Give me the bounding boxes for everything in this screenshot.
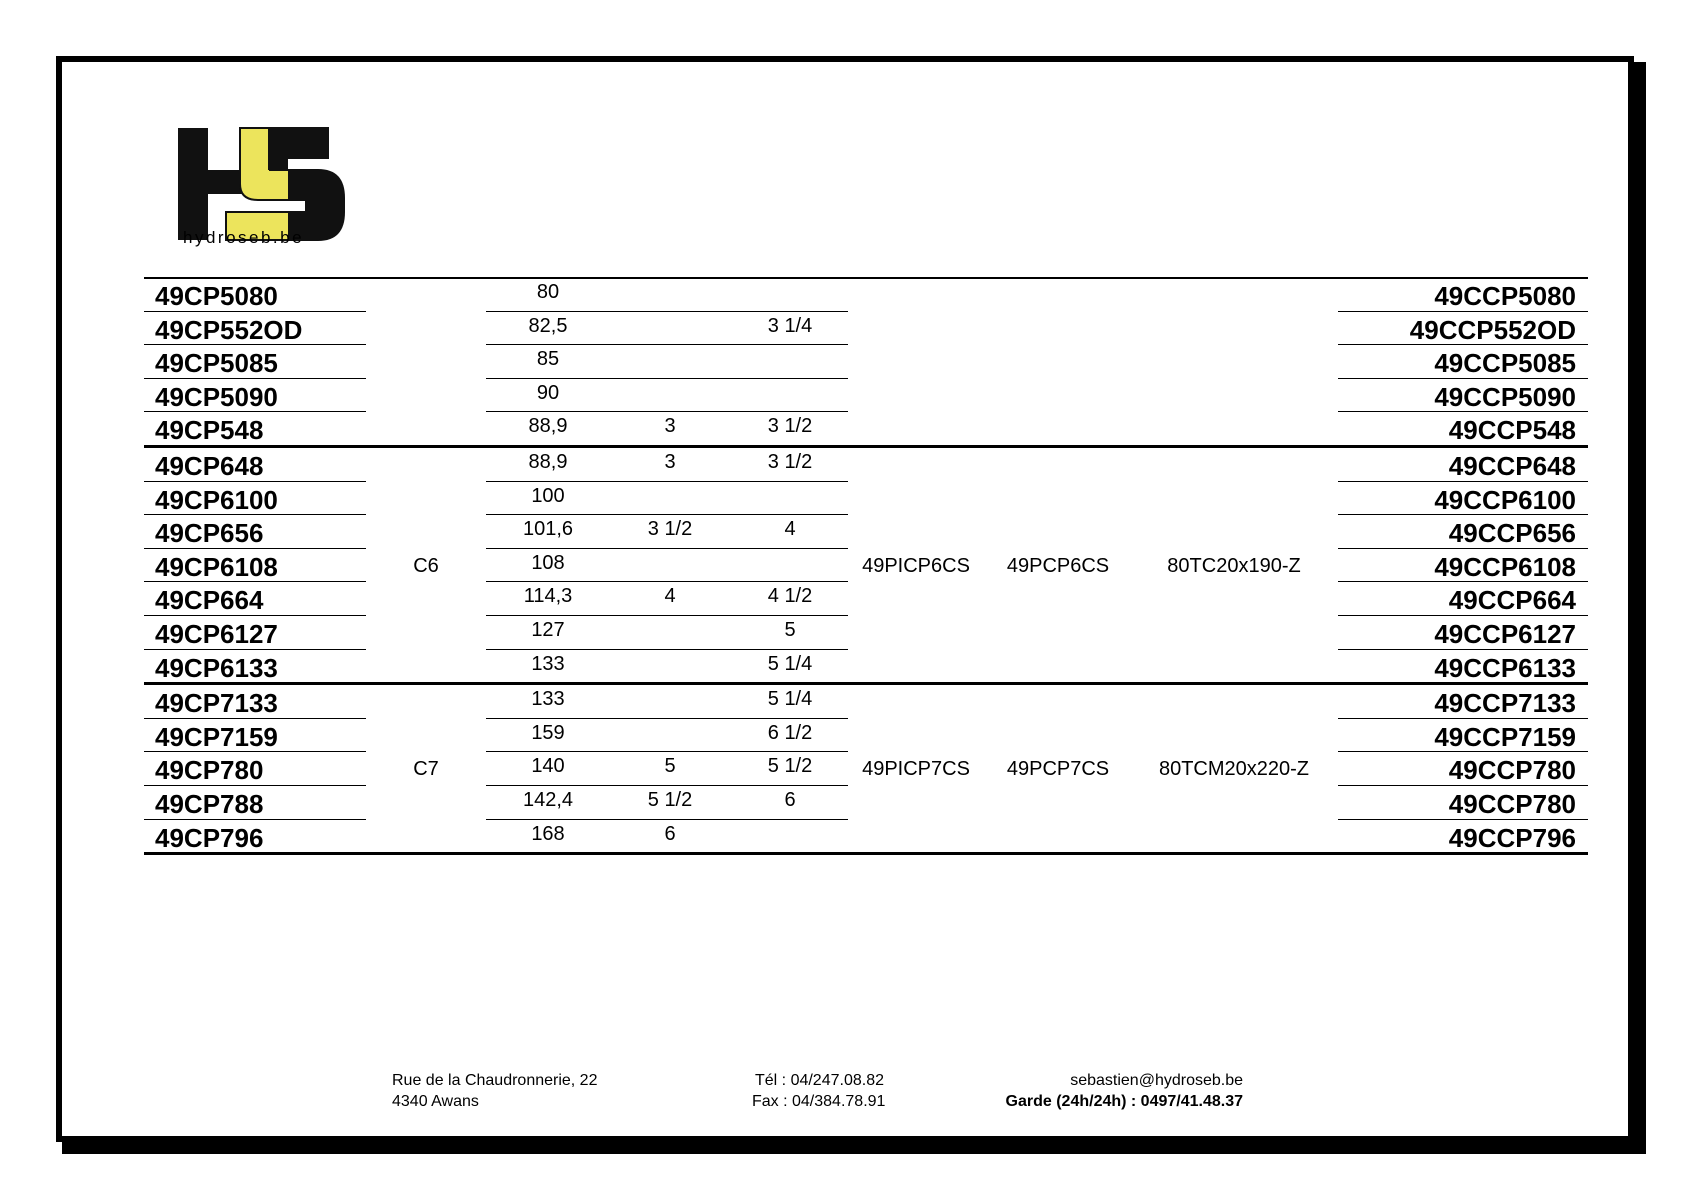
row-divider-left	[144, 548, 366, 549]
row-divider-right	[1338, 615, 1588, 616]
row-divider-right	[1338, 548, 1588, 549]
inch-size-2: 3 1/2	[767, 415, 813, 438]
fax: Fax : 04/384.78.91	[752, 1093, 886, 1110]
inch-size-2: 5 1/4	[767, 652, 813, 675]
diameter-value: 140	[531, 755, 565, 778]
part-code-left: 49CP788	[155, 789, 264, 819]
part-code-left: 49CP6100	[155, 484, 278, 515]
row-divider-left	[144, 615, 366, 616]
part-code-left: 49CP7159	[155, 721, 278, 752]
row-divider-right	[1338, 411, 1588, 412]
row-divider-middle	[486, 751, 848, 752]
row-divider-right	[1338, 751, 1588, 752]
email-link[interactable]: sebastien@hydroseb.be	[1070, 1072, 1243, 1089]
group-separator	[144, 682, 1588, 685]
part-code-left: 49CP7133	[155, 688, 278, 719]
row-divider-left	[144, 514, 366, 515]
pcp-code: 49PCP7CS	[1006, 758, 1110, 781]
diameter-value: 114,3	[523, 585, 573, 608]
row-divider-middle	[486, 411, 848, 412]
inch-size-1: 3	[664, 415, 676, 438]
row-divider-right	[1338, 718, 1588, 719]
inch-size-1: 3	[664, 451, 676, 473]
row-divider-middle	[486, 311, 848, 312]
diameter-value: 80	[536, 281, 560, 303]
diameter-value: 90	[536, 381, 560, 404]
tc-code: 80TCM20x220-Z	[1158, 758, 1310, 781]
diameter-value: 133	[531, 652, 565, 675]
row-divider-right	[1338, 581, 1588, 582]
diameter-value: 159	[531, 721, 565, 744]
inch-size-2: 4 1/2	[767, 585, 813, 608]
row-divider-left	[144, 751, 366, 752]
group-separator	[144, 852, 1588, 855]
diameter-value: 142,4	[522, 789, 574, 811]
part-code-right: 49CCP664	[1448, 585, 1576, 616]
row-divider-middle	[486, 514, 848, 515]
inch-size-2: 3 1/2	[767, 451, 813, 473]
diameter-value: 108	[531, 551, 565, 574]
row-divider-middle	[486, 344, 848, 345]
inch-size-2: 6	[784, 789, 796, 811]
diameter-value: 88,9	[528, 415, 568, 438]
row-divider-left	[144, 311, 366, 312]
row-divider-middle	[486, 819, 848, 820]
part-code-right: 49CCP648	[1448, 451, 1576, 481]
part-code-right: 49CCP7159	[1434, 721, 1576, 752]
row-divider-right	[1338, 344, 1588, 345]
inch-size-1: 6	[664, 822, 676, 845]
phone: Tél : 04/247.08.82	[755, 1072, 884, 1089]
row-divider-left	[144, 785, 366, 786]
row-divider-middle	[486, 785, 848, 786]
inch-size-1: 5 1/2	[647, 789, 693, 811]
pi-code: 49PICP7CS	[862, 758, 970, 781]
diameter-value: 100	[531, 484, 565, 507]
row-divider-left	[144, 411, 366, 412]
row-divider-middle	[486, 481, 848, 482]
part-code-right: 49CCP6127	[1434, 619, 1576, 649]
row-divider-right	[1338, 785, 1588, 786]
part-code-right: 49CCP780	[1448, 755, 1576, 786]
part-code-left: 49CP796	[155, 822, 264, 853]
diameter-value: 88,9	[528, 451, 568, 473]
row-divider-left	[144, 718, 366, 719]
inch-size-2: 3 1/4	[767, 314, 813, 337]
part-code-right: 49CCP6108	[1434, 551, 1576, 582]
row-divider-left	[144, 581, 366, 582]
address-line-1: Rue de la Chaudronnerie, 22	[392, 1072, 598, 1089]
part-code-left: 49CP548	[155, 415, 264, 446]
part-code-left: 49CP5080	[155, 281, 278, 311]
footer-address	[392, 1070, 597, 1112]
part-code-right: 49CCP6133	[1434, 652, 1576, 683]
part-code-right: 49CCP796	[1448, 822, 1576, 853]
inch-size-2: 5 1/4	[767, 688, 813, 711]
part-code-left: 49CP664	[155, 585, 264, 616]
emergency-number: Garde (24h/24h) : 0497/41.48.37	[1005, 1093, 1243, 1110]
address-line-2: 4340 Awans	[392, 1093, 479, 1110]
row-divider-right	[1338, 378, 1588, 379]
part-code-right: 49CCP5080	[1434, 281, 1576, 311]
row-divider-middle	[486, 718, 848, 719]
row-divider-right	[1338, 649, 1588, 650]
row-divider-left	[144, 378, 366, 379]
part-code-right: 49CCP5085	[1434, 348, 1576, 379]
footer-contact	[960, 1070, 1243, 1112]
inch-size-1: 4	[664, 585, 676, 608]
row-divider-middle	[486, 649, 848, 650]
logo-text: hydroseb.be	[183, 228, 305, 247]
part-code-right: 49CCP5090	[1434, 381, 1576, 412]
footer-phone	[752, 1070, 885, 1112]
inch-size-2: 4	[784, 518, 796, 541]
row-divider-left	[144, 819, 366, 820]
part-code-left: 49CP6133	[155, 652, 278, 683]
row-divider-middle	[486, 548, 848, 549]
part-code-right: 49CCP6100	[1434, 484, 1576, 515]
part-code-left: 49CP6127	[155, 619, 278, 649]
part-code-right: 49CCP780	[1448, 789, 1576, 819]
part-code-left: 49CP780	[155, 755, 264, 786]
row-divider-left	[144, 344, 366, 345]
group-name: C7	[413, 758, 439, 781]
inch-size-1: 3 1/2	[647, 518, 693, 541]
group-separator	[144, 445, 1588, 448]
row-divider-right	[1338, 514, 1588, 515]
row-divider-middle	[486, 615, 848, 616]
row-divider-left	[144, 649, 366, 650]
part-code-left: 49CP6108	[155, 551, 278, 582]
pcp-code: 49PCP6CS	[1006, 554, 1110, 577]
row-divider-left	[144, 481, 366, 482]
part-code-left: 49CP552OD	[155, 314, 303, 345]
diameter-value: 82,5	[528, 314, 568, 337]
inch-size-2: 5 1/2	[767, 755, 813, 778]
diameter-value: 127	[531, 619, 565, 641]
row-divider-right	[1338, 481, 1588, 482]
part-code-right: 49CCP656	[1448, 518, 1576, 549]
part-code-right: 49CCP552OD	[1409, 314, 1576, 345]
row-divider-middle	[486, 378, 848, 379]
tc-code: 80TC20x190-Z	[1167, 554, 1301, 577]
diameter-value: 133	[531, 688, 565, 711]
group-name: C6	[413, 554, 439, 577]
part-code-left: 49CP5085	[155, 348, 278, 379]
inch-size-2: 6 1/2	[767, 721, 813, 744]
diameter-value: 168	[531, 822, 565, 845]
diameter-value: 85	[536, 348, 560, 371]
group-separator	[144, 277, 1588, 279]
inch-size-2: 5	[784, 619, 796, 641]
inch-size-1: 5	[664, 755, 676, 778]
pi-code: 49PICP6CS	[862, 554, 970, 577]
part-code-left: 49CP648	[155, 451, 264, 481]
part-code-right: 49CCP7133	[1434, 688, 1576, 719]
diameter-value: 101,6	[522, 518, 574, 541]
row-divider-right	[1338, 819, 1588, 820]
part-code-left: 49CP656	[155, 518, 264, 549]
part-code-right: 49CCP548	[1448, 415, 1576, 446]
row-divider-right	[1338, 311, 1588, 312]
part-code-left: 49CP5090	[155, 381, 278, 412]
row-divider-middle	[486, 581, 848, 582]
